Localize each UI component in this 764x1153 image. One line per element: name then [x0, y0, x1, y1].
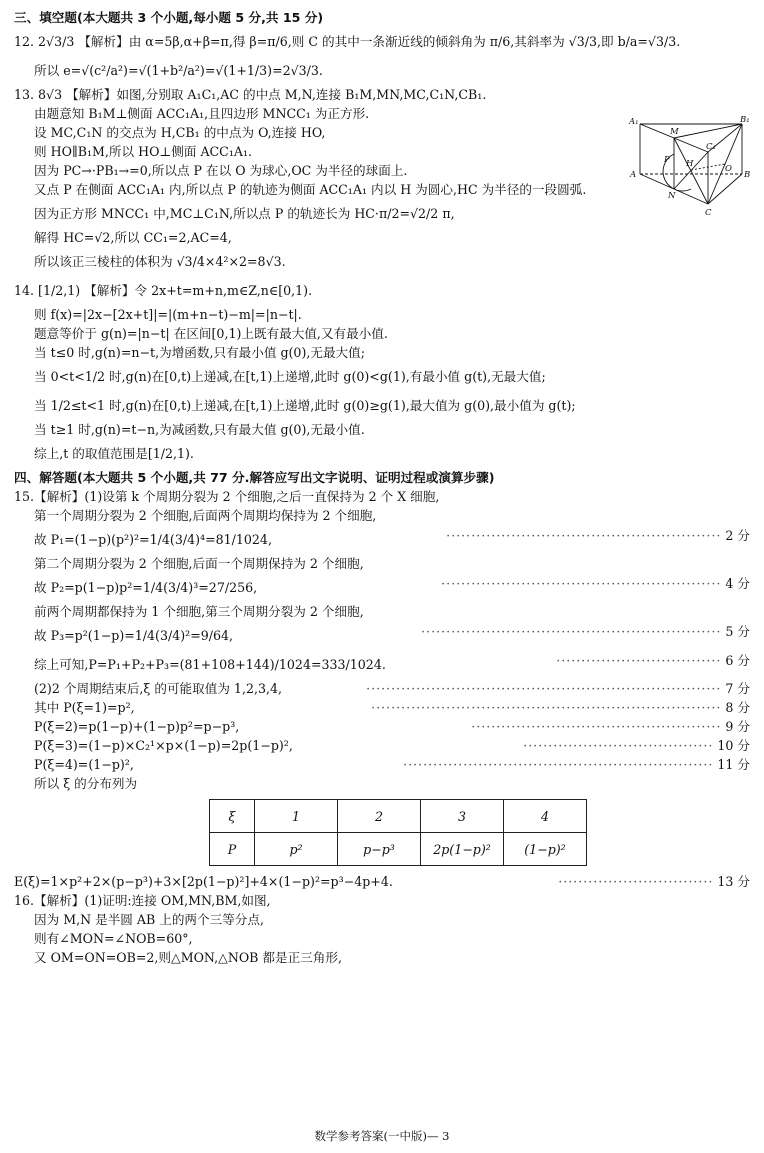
score-6: 6 分 [725, 653, 750, 668]
score-leader: ························································ 4 分 [437, 573, 750, 594]
table-cell: 2 [338, 800, 421, 833]
q15-line-11 [14, 717, 750, 736]
table-cell: 4 [504, 800, 587, 833]
q15-prob-2: P(ξ=2)=p(1−p)+(1−p)p²=p−p³, [34, 719, 240, 734]
q15-total-formula: 综上可知,P=P₁+P₂+P₃=(81+108+144)/1024=333/1024. [34, 657, 386, 672]
q14-line-1: 14. [1/2,1) 【解析】令 2x+t=m+n,m∈Z,n∈[0,1). [14, 283, 313, 298]
table-cell: (1−p)² [504, 833, 587, 866]
score-8: 8 分 [725, 700, 750, 715]
q15-p2-formula: 故 P₂=p(1−p)p²=1/4(3/4)³=27/256, [34, 580, 258, 595]
q14-line-6: 当 1/2≤t<1 时,g(n)在[0,t)上递减,在[t,1)上递增,此时 g(0)≥g(1),最大值为 g(0),最小值为 g(t); [34, 398, 576, 413]
figure-label: M [670, 127, 679, 137]
figure-label: C₁ [706, 142, 716, 152]
q12-line-1: 12. 2√3/3 【解析】由 α=5β,α+β=π,得 β=π/6,则 C 的其中一条渐近线的倾斜角为 π/6,其斜率为 √3/3,即 b/a=√3/3. [14, 34, 681, 49]
q15-line-4: 第二个周期分裂为 2 个细胞,后面一个周期保持为 2 个细胞, [34, 556, 364, 571]
score-13: 13 分 [717, 874, 750, 889]
q12-line-2: 所以 e=√(c²/a²)=√(1+b²/a²)=√(1+1/3)=2√3/3. [34, 63, 323, 78]
q15-line-15 [14, 872, 750, 891]
q13-line-6: 又点 P 在侧面 ACC₁A₁ 内,所以点 P 的轨迹为侧面 ACC₁A₁ 内以 H 为圆心,HC 为半径的一段圆弧. [34, 182, 587, 197]
distribution-table [209, 799, 587, 866]
q15-line-12 [14, 736, 750, 755]
segment-c1-n [674, 152, 708, 189]
figure-label: N [668, 191, 676, 201]
score-7: 7 分 [725, 681, 750, 696]
q15-line-9 [14, 679, 750, 698]
prism-figure [628, 114, 752, 218]
table-cell: P [210, 833, 255, 866]
q13-line-9: 所以该正三棱柱的体积为 √3/4×4²×2=8√3. [34, 254, 286, 269]
table-cell: 2p(1−p)² [421, 833, 504, 866]
score-leader: ······································································· 7 分 [362, 679, 750, 698]
q15-prob-4: P(ξ=4)=(1−p)², [34, 757, 134, 772]
score-leader: ···························································· 5 分 [417, 621, 750, 642]
q15-line-7 [14, 621, 750, 650]
q15-line-8 [14, 650, 750, 679]
table-cell: ξ [210, 800, 255, 833]
q15-prob-3: P(ξ=3)=(1−p)×C₂¹×p×(1−p)=2p(1−p)², [34, 738, 293, 753]
figure-label: C [705, 208, 712, 218]
q15-part2-intro: (2)2 个周期结束后,ξ 的可能取值为 1,2,3,4, [34, 681, 282, 696]
score-4: 4 分 [725, 576, 750, 591]
table-cell: 3 [421, 800, 504, 833]
q14-line-8: 综上,t 的取值范围是[1/2,1). [34, 446, 194, 461]
table-row [210, 800, 587, 833]
q15-line-3 [14, 525, 750, 554]
page-footer: 数学参考答案(一中版)— 3 [314, 1129, 450, 1143]
q13-line-4: 则 HO∥B₁M,所以 HO⊥侧面 ACC₁A₁. [34, 144, 253, 159]
q14-line-4: 当 t≤0 时,g(n)=n−t,为增函数,只有最小值 g(0),无最大值; [34, 345, 365, 360]
q13-line-1: 13. 8√3 【解析】如图,分别取 A₁C₁,AC 的中点 M,N,连接 B₁M,MN,MC,C₁N,CB₁. [14, 87, 487, 102]
q15-p1-formula: 故 P₁=(1−p)(p²)²=1/4(3/4)⁴=81/1024, [34, 532, 272, 547]
table-cell: p−p³ [338, 833, 421, 866]
q13-line-3: 设 MC,C₁N 的交点为 H,CB₁ 的中点为 O,连接 HO, [34, 125, 326, 140]
segment-m-b1 [674, 124, 742, 138]
q15-expectation: E(ξ)=1×p²+2×(p−p³)+3×[2p(1−p)²]+4×(1−p)²=p³−4p+4. [14, 874, 393, 889]
q14-line-5: 当 0<t<1/2 时,g(n)在[0,t)上递减,在[t,1)上递增,此时 g(0)<g(1),有最小值 g(t),无最大值; [34, 369, 546, 384]
score-leader: ······························································ 11 分 [399, 755, 750, 774]
section-4-heading: 四、解答题(本大题共 5 个小题,共 77 分.解答应写出文字说明、证明过程或演算步骤) [14, 470, 495, 485]
table-cell: p² [255, 833, 338, 866]
q15-prob-1: 其中 P(ξ=1)=p², [34, 700, 135, 715]
score-leader: ·················································· 9 分 [467, 717, 750, 736]
figure-label: H [686, 159, 694, 169]
q15-p3-formula: 故 P₃=p²(1−p)=1/4(3/4)²=9/64, [34, 628, 234, 643]
q16-line-4: 又 OM=ON=OB=2,则△MON,△NOB 都是正三角形, [34, 950, 342, 965]
q14-line-2: 则 f(x)=|2x−[2x+t]|=|(m+n−t)−m|=|n−t|. [34, 307, 302, 322]
q15-line-13 [14, 755, 750, 774]
figure-label: B [744, 170, 751, 180]
q15-line-10 [14, 698, 750, 717]
q13-line-2: 由题意知 B₁M⊥侧面 ACC₁A₁,且四边形 MNCC₁ 为正方形. [34, 106, 370, 121]
figure-label: A₁ [629, 117, 639, 127]
table-row [210, 833, 587, 866]
q13-line-7: 因为正方形 MNCC₁ 中,MC⊥C₁N,所以点 P 的轨迹长为 HC·π/2=√2/2 π, [34, 206, 455, 221]
score-11: 11 分 [717, 757, 750, 772]
edge-c-b [708, 174, 742, 204]
section-3-heading: 三、填空题(本大题共 3 个小题,每小题 5 分,共 15 分) [14, 10, 324, 25]
q15-line-5 [14, 573, 750, 602]
figure-label: O [725, 164, 732, 174]
score-leader: ······································································ 8 分 [367, 698, 750, 717]
figure-label: A [630, 170, 637, 180]
score-2: 2 分 [725, 528, 750, 543]
figure-label: P [664, 155, 670, 165]
q15-line-14: 所以 ξ 的分布列为 [34, 776, 138, 791]
score-10: 10 分 [717, 738, 750, 753]
q15-line-1: 15.【解析】(1)设第 k 个周期分裂为 2 个细胞,之后一直保持为 2 个 X 细胞, [14, 489, 440, 504]
q15-line-6: 前两个周期都保持为 1 个细胞,第三个周期分裂为 2 个细胞, [34, 604, 364, 619]
score-leader: ································· 6 分 [552, 650, 750, 671]
score-leader: ······························· 13 分 [554, 872, 750, 891]
score-leader: ······················································· 2 分 [442, 525, 750, 546]
table-cell: 1 [255, 800, 338, 833]
score-9: 9 分 [725, 719, 750, 734]
score-leader: ······································ 10 分 [519, 736, 750, 755]
q13-line-8: 解得 HC=√2,所以 CC₁=2,AC=4, [34, 230, 232, 245]
q16-line-3: 则有∠MON=∠NOB=60°, [34, 931, 193, 946]
score-5: 5 分 [725, 624, 750, 639]
figure-label: B₁ [740, 115, 750, 125]
q15-line-2: 第一个周期分裂为 2 个细胞,后面两个周期均保持为 2 个细胞, [34, 508, 377, 523]
q14-line-7: 当 t≥1 时,g(n)=t−n,为减函数,只有最大值 g(0),无最小值. [34, 422, 365, 437]
q14-line-3: 题意等价于 g(n)=|n−t| 在区间[0,1)上既有最大值,又有最小值. [34, 326, 388, 341]
q13-line-5: 因为 PC→·PB₁→=0,所以点 P 在以 O 为球心,OC 为半径的球面上. [34, 163, 408, 178]
q16-line-2: 因为 M,N 是半圆 AB 上的两个三等分点, [34, 912, 265, 927]
q16-line-1: 16.【解析】(1)证明:连接 OM,MN,BM,如图, [14, 893, 271, 908]
